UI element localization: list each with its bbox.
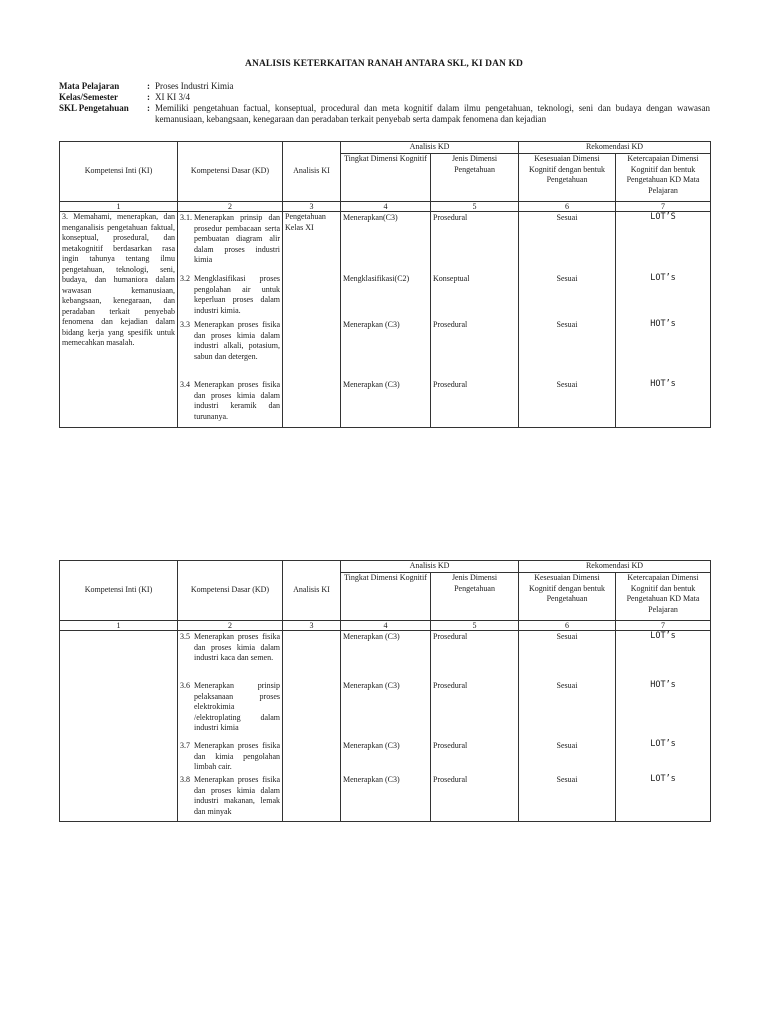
analisis-ki-value: Pengetahuan Kelas XI <box>283 212 341 428</box>
header-tingkat: Tingkat Dimensi Kognitif <box>341 573 431 621</box>
ketercapaian-value: HOT’s <box>650 680 676 690</box>
kd-number: 3.4 <box>180 380 190 389</box>
header-jenis: Jenis Dimensi Pengetahuan <box>431 154 519 202</box>
jenis-value: Prosedural <box>433 632 468 641</box>
skl-value: Memiliki pengetahuan factual, konseptual, procedural dan meta kognitif dalam ilmu pengetahuan, teknologi, seni dan budaya dengan wawasan kemanusiaan, kebangsaan, kenegaraan dan peradaban terkait penyebab serta dampak fenomena dan kejadian <box>155 103 710 124</box>
kd-item <box>180 274 280 316</box>
kesesuaian-value: Sesuai <box>556 775 578 784</box>
meta-mapel <box>59 81 710 92</box>
meta-kelas <box>59 92 710 103</box>
meta-skl <box>59 103 710 125</box>
ketercapaian-value: LOT’s <box>650 273 676 283</box>
kd-text: Menerapkan prinsip dan prosedur pembacaan serta pembuatan diagram alir dalam proses industri kimia <box>194 213 280 264</box>
analysis-table-2 <box>59 560 711 822</box>
kd-item <box>180 213 280 266</box>
kd-text: Mengklasifikasi proses pengolahan air untuk keperluan proses dalam industri kimia. <box>194 274 280 315</box>
tingkat-value: Menerapkan (C3) <box>343 320 400 329</box>
kd-item <box>180 775 280 817</box>
analisis-ki-empty-cell <box>283 631 341 822</box>
mapel-label: Mata Pelajaran <box>59 81 120 91</box>
skl-colon: : <box>147 103 150 113</box>
kesesuaian-value: Sesuai <box>556 741 578 750</box>
mapel-colon: : <box>147 81 150 91</box>
kd-item <box>180 320 280 362</box>
kelas-colon: : <box>147 92 150 102</box>
tingkat-value: Menerapkan (C3) <box>343 632 400 641</box>
kd-text: Menerapkan proses fisika dan proses kimia dalam industri makanan, lemak dan minyak <box>194 775 280 816</box>
header-rekomendasi-kd: Rekomendasi KD <box>519 142 711 154</box>
kelas-label: Kelas/Semester <box>59 92 118 102</box>
kd-item <box>180 741 280 773</box>
kd-text: Menerapkan proses fisika dan proses kimia dalam industri alkali, potasium, sabun dan detergen. <box>194 320 280 361</box>
tingkat-value: Mengklasifikasi(C2) <box>343 274 410 283</box>
kd-text: Menerapkan proses fisika dan proses kimia dalam industri keramik dan turunanya. <box>194 380 280 421</box>
kd-number: 3.1. <box>180 213 192 222</box>
kesesuaian-value: Sesuai <box>556 213 578 222</box>
header-rekomendasi-kd: Rekomendasi KD <box>519 561 711 573</box>
col-num-7: 7 <box>616 621 711 631</box>
col-num-3: 3 <box>283 202 341 212</box>
jenis-column <box>431 212 519 428</box>
ketercapaian-value: LOT’s <box>650 774 676 784</box>
jenis-value: Prosedural <box>433 741 468 750</box>
tingkat-value: Menerapkan (C3) <box>343 380 400 389</box>
column-number-row <box>60 202 711 212</box>
kesesuaian-value: Sesuai <box>556 274 578 283</box>
header-kesesuaian: Kesesuaian Dimensi Kognitif dengan bentuk Pengetahuan <box>519 154 616 202</box>
kd-item <box>180 380 280 422</box>
tingkat-value: Menerapkan (C3) <box>343 775 400 784</box>
ketercapaian-column <box>616 631 711 822</box>
kesesuaian-value: Sesuai <box>556 681 578 690</box>
kd-text: Menerapkan proses fisika dan kimia pengolahan limbah cair. <box>194 741 280 771</box>
ketercapaian-value: LOT’S <box>650 212 676 222</box>
kd-number: 3.8 <box>180 775 190 784</box>
col-num-1: 1 <box>60 202 178 212</box>
header-ketercapaian: Ketercapaian Dimensi Kognitif dan bentuk Pengetahuan KD Mata Pelajaran <box>616 573 711 621</box>
header-ketercapaian: Ketercapaian Dimensi Kognitif dan bentuk Pengetahuan KD Mata Pelajaran <box>616 154 711 202</box>
col-num-6: 6 <box>519 621 616 631</box>
jenis-value: Prosedural <box>433 320 468 329</box>
col-num-6: 6 <box>519 202 616 212</box>
kesesuaian-column <box>519 631 616 822</box>
ketercapaian-value: HOT’s <box>650 379 676 389</box>
tingkat-value: Menerapkan(C3) <box>343 213 398 222</box>
ketercapaian-value: LOT’s <box>650 739 676 749</box>
kelas-value: XI KI 3/4 <box>155 92 190 102</box>
skl-label: SKL Pengetahuan <box>59 103 129 113</box>
col-num-3: 3 <box>283 621 341 631</box>
header-kd: Kompetensi Dasar (KD) <box>178 561 283 621</box>
header-analisis-ki: Analisis KI <box>283 561 341 621</box>
kd-number: 3.2 <box>180 274 190 283</box>
header-jenis: Jenis Dimensi Pengetahuan <box>431 573 519 621</box>
kd-number: 3.5 <box>180 632 190 641</box>
col-num-4: 4 <box>341 202 431 212</box>
header-analisis-ki: Analisis KI <box>283 142 341 202</box>
col-num-1: 1 <box>60 621 178 631</box>
tingkat-column <box>341 212 431 428</box>
kd-number: 3.7 <box>180 741 190 750</box>
page-title: ANALISIS KETERKAITAN RANAH ANTARA SKL, KI DAN KD <box>245 59 523 69</box>
kesesuaian-value: Sesuai <box>556 380 578 389</box>
header-analisis-kd: Analisis KD <box>341 142 519 154</box>
tingkat-column <box>341 631 431 822</box>
kesesuaian-value: Sesuai <box>556 320 578 329</box>
kesesuaian-value: Sesuai <box>556 632 578 641</box>
analysis-table-1 <box>59 141 711 428</box>
jenis-value: Prosedural <box>433 775 468 784</box>
header-analisis-kd: Analisis KD <box>341 561 519 573</box>
mapel-value: Proses Industri Kimia <box>155 81 234 91</box>
kd-number: 3.6 <box>180 681 190 690</box>
header-ki: Kompetensi Inti (KI) <box>60 142 178 202</box>
document-meta <box>59 81 710 125</box>
col-num-2: 2 <box>178 621 283 631</box>
col-num-4: 4 <box>341 621 431 631</box>
jenis-value: Prosedural <box>433 213 468 222</box>
kd-text: Menerapkan proses fisika dan proses kimia dalam industri kaca dan semen. <box>194 632 280 662</box>
table-row <box>60 212 711 428</box>
header-ki: Kompetensi Inti (KI) <box>60 561 178 621</box>
ketercapaian-value: HOT’s <box>650 319 676 329</box>
col-num-5: 5 <box>431 621 519 631</box>
kd-text: Menerapkan prinsip pelaksanaan proses elektrokimia /elektroplating dalam industri kimia <box>194 681 280 732</box>
ketercapaian-value: LOT’s <box>650 631 676 641</box>
col-num-2: 2 <box>178 202 283 212</box>
jenis-value: Konseptual <box>433 274 470 283</box>
header-kesesuaian: Kesesuaian Dimensi Kognitif dengan bentuk Pengetahuan <box>519 573 616 621</box>
kd-item <box>180 681 280 734</box>
ki-empty-cell <box>60 631 178 822</box>
kd-item <box>180 632 280 664</box>
kesesuaian-column <box>519 212 616 428</box>
jenis-column <box>431 631 519 822</box>
kd-number: 3.3 <box>180 320 190 329</box>
col-num-5: 5 <box>431 202 519 212</box>
header-kd: Kompetensi Dasar (KD) <box>178 142 283 202</box>
ki-text: 3. Memahami, menerapkan, dan menganalisis pengetahuan faktual, konseptual, prosedural, dan metakognitif berdasarkan rasa ingin tahunya tentang ilmu pengetahuan, teknologi, seni, budaya, dan humaniora dalam wawasan kemanusiaan, kebangsaan, kenegaraan, dan peradaban terkait penyebab fenomena dan kejadian dalam bidang kerja yang spesifik untuk memecahkan masalah. <box>60 212 178 428</box>
kd-column <box>178 212 283 428</box>
header-tingkat: Tingkat Dimensi Kognitif <box>341 154 431 202</box>
ketercapaian-column <box>616 212 711 428</box>
kd-column <box>178 631 283 822</box>
table-row <box>60 631 711 822</box>
column-number-row <box>60 621 711 631</box>
jenis-value: Prosedural <box>433 380 468 389</box>
tingkat-value: Menerapkan (C3) <box>343 681 400 690</box>
jenis-value: Prosedural <box>433 681 468 690</box>
tingkat-value: Menerapkan (C3) <box>343 741 400 750</box>
col-num-7: 7 <box>616 202 711 212</box>
